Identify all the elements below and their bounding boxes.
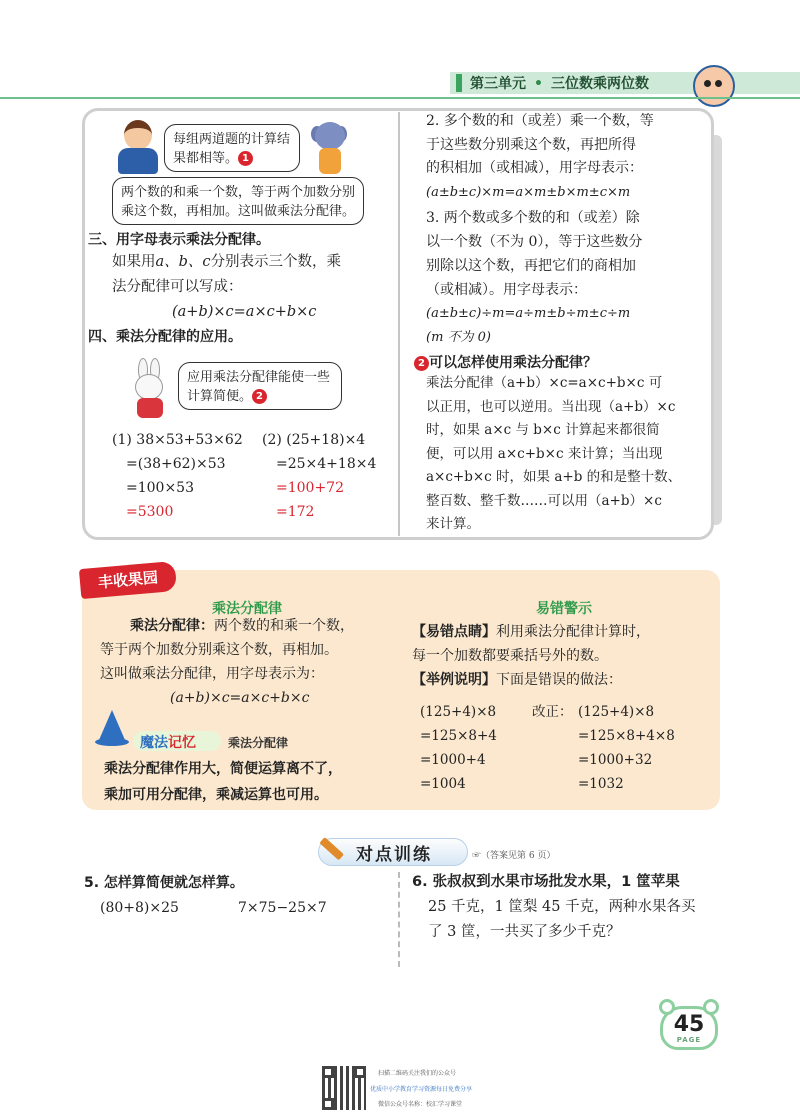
harvest-tag: 丰收果园	[79, 561, 177, 599]
section-4-title: 四、乘法分配律的应用。	[88, 329, 242, 345]
header-topic: 三位数乘两位数	[550, 76, 649, 92]
wizard-hat-icon	[95, 710, 129, 748]
speech-bubble-1	[164, 124, 300, 172]
question-5-expr-b: 7×75−25×7	[238, 900, 327, 916]
badge-1: 1	[238, 151, 253, 166]
memory-rhyme: 乘法分配律作用大，简便运算离不了， 乘加可用分配律，乘减运算也可用。	[104, 761, 342, 803]
header-unit: 第三单元	[470, 76, 526, 92]
footer-line-3: 微信公众号名称：校汇学习课堂	[378, 1101, 463, 1108]
mascot-icon	[693, 65, 735, 107]
panel-divider	[398, 112, 400, 536]
header-dot: •	[534, 76, 543, 92]
page-word: PAGE	[676, 1036, 702, 1044]
harvest-right-title: 易错警示	[536, 601, 592, 617]
bubble-3-text: 应用乘法分配律能使一些计算简便。	[187, 370, 331, 404]
header-title	[470, 73, 649, 93]
speech-bubble-2	[112, 177, 364, 225]
error-tip: 【易错点睛】利用乘法分配律计算时， 每一个加数都要乘括号外的数。 【举例说明】下面是错误的做法：	[412, 624, 650, 688]
header-marker	[456, 74, 462, 92]
rule-3-paragraph: 3. 两个数或多个数的和（或差）除 以一个数（不为 0），等于这些数分 别除以这个数，再把它们的商相加 （或相减）。用字母表示： (a±b±c)÷m=a÷m±b÷m±c÷m (m 不为 0)	[426, 210, 643, 345]
bubble-2-text: 两个数的和乘一个数，等于两个加数分别乘这个数，再相加。这叫做乘法分配律。	[121, 185, 356, 219]
page-number-badge	[660, 1006, 718, 1050]
question-2-answer: 乘法分配律（a+b）×c=a×c+b×c 可 以正用，也可以逆用。当出现（a+b）×c 时，如果 a×c 与 b×c 计算起来都很简 便，可以用 a×c+b×c 来计算；当出现 a×c+b×c 时，如果 a+b 的和是整十数、 整百数、整千数……可以用（a+b）×c 来计算。	[426, 375, 682, 532]
harvest-left-title: 乘法分配律	[212, 601, 282, 617]
boy-illustration	[118, 120, 158, 174]
magic-memory-subtitle: 乘法分配律	[228, 736, 289, 750]
footer-line-2: 优质中小学教育学习资源每日免费分享	[370, 1086, 473, 1093]
question-5-expr-a: (80+8)×25	[100, 900, 179, 916]
fix-label: 改正：	[532, 704, 573, 720]
rabbit-illustration	[128, 358, 170, 418]
badge-q2: 2	[414, 356, 429, 371]
bubble-1-text: 每组两道题的计算结果都相等。	[173, 132, 291, 166]
formula-distributive: (a+b)×c=a×c+b×c	[172, 304, 317, 320]
header-rule	[0, 97, 800, 99]
page-number: 45	[673, 1012, 705, 1037]
corrected-calculation: (125+4)×8 =125×8+4×8 =1000+32 =1032	[578, 704, 675, 792]
answer-reference: ☞（答案见第 6 页）	[472, 851, 556, 861]
section-3-text: 如果用a、b、c分别表示三个数，乘 法分配律可以写成：	[112, 254, 342, 295]
training-title: 对点训练	[356, 845, 432, 865]
section-3-title: 三、用字母表示乘法分配律。	[88, 232, 270, 248]
question-2-title: 2 可以怎样使用乘法分配律？	[414, 352, 597, 372]
qr-code-icon	[322, 1066, 366, 1110]
badge-2: 2	[252, 389, 267, 404]
rule-2-paragraph: 2. 多个数的和（或差）乘一个数，等 于这些数分别乘这个数，再把所得 的积相加（或相减），用字母表示： (a±b±c)×m=a×m±b×m±c×m	[426, 113, 654, 200]
question-divider	[398, 872, 400, 967]
question-5-title: 5. 怎样算简便就怎样算。	[84, 875, 244, 891]
magic-memory-label: 魔法记忆	[140, 735, 196, 751]
calc-example-1: (1) 38×53+53×62 =(38+62)×53 =100×53 =5300	[112, 432, 243, 520]
calc-example-2: (2) (25+18)×4 =25×4+18×4 =100+72 =172	[262, 432, 377, 520]
harvest-definition: 乘法分配律：两个数的和乘一个数， 等于两个加数分别乘这个数，再相加。 这叫做乘法分配律，用字母表示为： (a+b)×c=a×c+b×c	[100, 618, 354, 706]
wrong-calculation: (125+4)×8 =125×8+4 =1000+4 =1004	[420, 704, 497, 792]
speech-bubble-3	[178, 362, 342, 410]
footer-line-1: 扫描二维码关注我们的公众号	[378, 1070, 457, 1077]
elephant-illustration	[311, 122, 347, 178]
question-6: 6. 张叔叔到水果市场批发水果，1 筐苹果 25 千克，1 筐梨 45 千克，两种水果各买 了 3 筐，一共买了多少千克？	[412, 874, 696, 940]
